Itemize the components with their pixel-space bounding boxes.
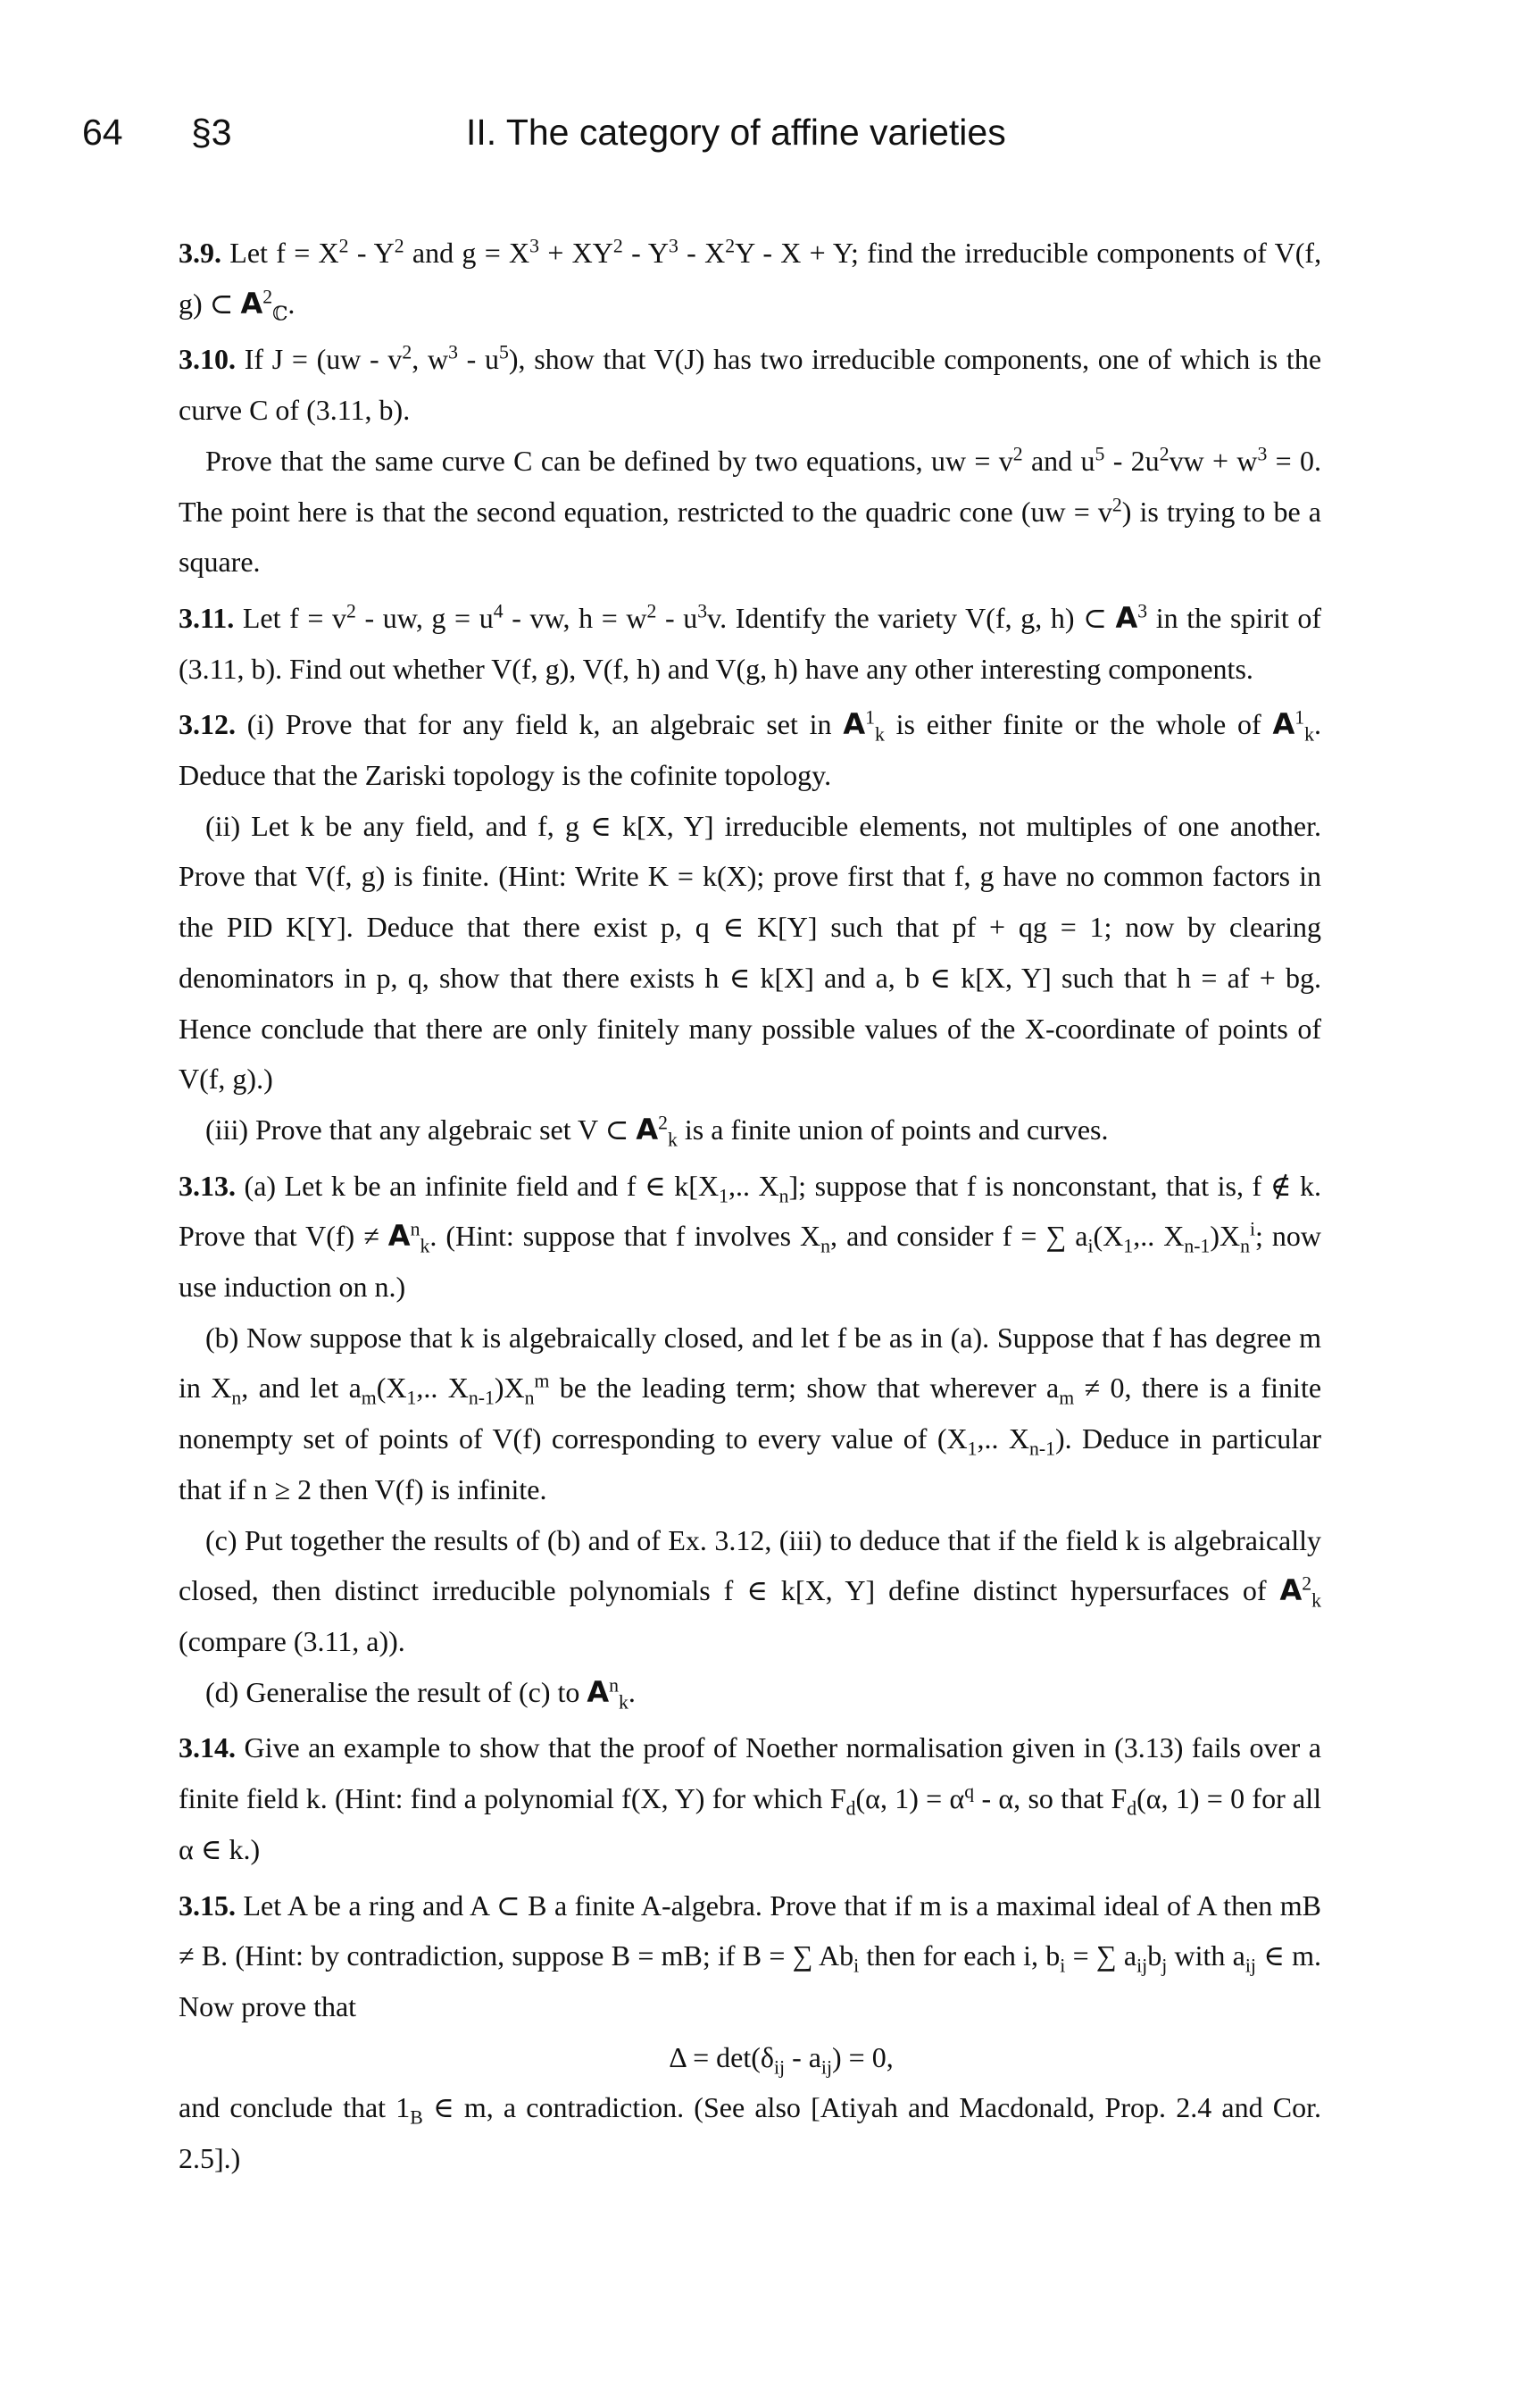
- exercise-3-9: 3.9. Let $f = X^2 - Y^2$ and $g = X^3 + XY^2 - Y^3 - X^2Y - X + Y$; find the irreducible components of V(f, g) ⊂ $A^2_ℂ$.: [179, 235, 1322, 325]
- affine-space-symbol: A: [240, 286, 263, 321]
- exercise-list: [179, 228, 1321, 2184]
- exercise-3-12-ii: (ii) Let k be any field, and f, g ∈ k[X, Y] irreducible elements, not multiples of one another. Prove that V(f, g) is finite. (Hint: Write K = k(X); prove first that f, g have no common factors in the PID K[Y]. Deduce that there exist p, q ∈ K[Y] such that pf + qg = 1; now by clearing denominators in p, q, show that there exists h ∈ k[X] and a, b ∈ k[X, Y] such that h = af + bg. Hence conclude that there are only finitely many possible values of the X-coordinate of points of V(f, g).): [179, 809, 1321, 1096]
- exercise-3-12-iii: (iii) Prove that any algebraic set V ⊂ $A^2_k$ is a finite union of points and curves.: [205, 1112, 1109, 1151]
- exercise-3-12-i: 3.12. (i) Prove that for any field k, an algebraic set in $A^1_k$ is either finite or the whole of $A^1_k$. Deduce that the Zariski topology is the cofinite topology.: [179, 706, 1322, 792]
- affine-space-symbol: A: [587, 1674, 610, 1709]
- exercise-3-15: 3.15. Let A be a ring and A ⊂ B a finite A-algebra. Prove that if m is a maximal ideal of A then mB ≠ B. (Hint: by contradiction, suppose B = mB; if B = ∑ $Ab_i$ then for each i, $b_i$ = ∑ $a_{ij}b_j$ with $a_{ij}$ ∈ m. Now prove that: [179, 1889, 1322, 2022]
- exercise-3-13-c: (c) Put together the results of (b) and of Ex. 3.12, (iii) to deduce that if the field k is algebraically closed, then distinct irreducible polynomials f ∈ k[X, Y] define distinct hypersurfaces of $A^2_k$ (compare (3.11, a)).: [179, 1523, 1321, 1657]
- chapter-title: II. The category of affine varieties: [466, 111, 1006, 153]
- affine-space-symbol: A: [843, 707, 866, 742]
- exercise-3-15-conclusion: and conclude that $1_B$ ∈ m, a contradiction. (See also [Atiyah and Macdonald, Prop. 2.4 and Cor. 2.5].): [179, 2091, 1322, 2175]
- affine-space-symbol: A: [387, 1219, 411, 1254]
- exercise-3-13-a: 3.13. (a) Let k be an infinite field and f ∈ $k[X_1$,.. $X_n$]; suppose that f is nonconstant, that is, f ∉ k. Prove that $V(f) \ne A^n_k$. (Hint: suppose that f involves $X_n$, and consider f = ∑ $a_i(X_1$,.. $X_{n-1})X_n^i$; now use induction on n.): [179, 1169, 1322, 1304]
- affine-space-symbol: A: [1115, 600, 1138, 635]
- affine-space-symbol: A: [1279, 1573, 1303, 1608]
- affine-space-symbol: A: [636, 1112, 659, 1146]
- exercise-number: 3.10.: [179, 343, 236, 376]
- exercise-3-10: 3.10. If $J = (uw - v^2$, $w^3 - u^5$), show that V(J) has two irreducible components, one of which is the curve C of (3.11, b).: [179, 341, 1322, 427]
- exercise-number: 3.14.: [179, 1731, 236, 1764]
- exercise-number: 3.12.: [179, 708, 236, 741]
- exercise-3-14: 3.14. Give an example to show that the proof of Noether normalisation given in (3.13) fails over a finite field k. (Hint: find a polynomial f(X, Y) for which $F_d(\alpha$, $1) = \alpha^q - \alpha$, so that $F_d(\alpha$, 1) = 0 for all α ∈ k.): [179, 1731, 1322, 1865]
- exercise-3-10-part-2: Prove that the same curve C can be defined by two equations, uw = $v^2$ and $u^5 - 2u^2vw + w^3 = 0$. The point here is that the second equation, restricted to the quadric cone $(uw = v^2)$ is trying to be a square.: [179, 443, 1322, 579]
- exercise-number: 3.15.: [179, 1889, 236, 1922]
- section-number: §3: [191, 111, 232, 153]
- exercise-3-11: 3.11. Let $f = v^2$ - uw, $g = u^4$ - vw, $h = w^2 - u^3v$. Identify the variety V(f, g, h) ⊂ $A^3$ in the spirit of (3.11, b). Find out whether V(f, g), V(f, h) and V(g, h) have any other interesting components.: [179, 600, 1322, 685]
- affine-space-symbol: A: [1272, 707, 1295, 742]
- running-header: [82, 105, 1064, 159]
- exercise-number: 3.11.: [179, 601, 235, 634]
- determinant-equation: $\Delta = \det(\delta_{ij} - a_{ij}) = 0$,: [669, 2040, 894, 2078]
- page-number: 64: [82, 111, 123, 153]
- exercise-number: 3.9.: [179, 237, 221, 269]
- exercise-3-13-d: (d) Generalise the result of (c) to $A^n_k$.: [205, 1674, 636, 1713]
- exercise-number: 3.13.: [179, 1169, 236, 1202]
- exercise-3-13-b: (b) Now suppose that k is algebraically closed, and let f be as in (a). Suppose that f has degree m in $X_n$, and let $a_m(X_1$,.. $X_{n-1})X_n^m$ be the leading term; show that wherever $a_m \ne 0$, there is a finite nonempty set of points of V(f) corresponding to every value of ($X_1$,.. $X_{n-1}$). Deduce in particular that if n ≥ 2 then V(f) is infinite.: [179, 1321, 1322, 1505]
